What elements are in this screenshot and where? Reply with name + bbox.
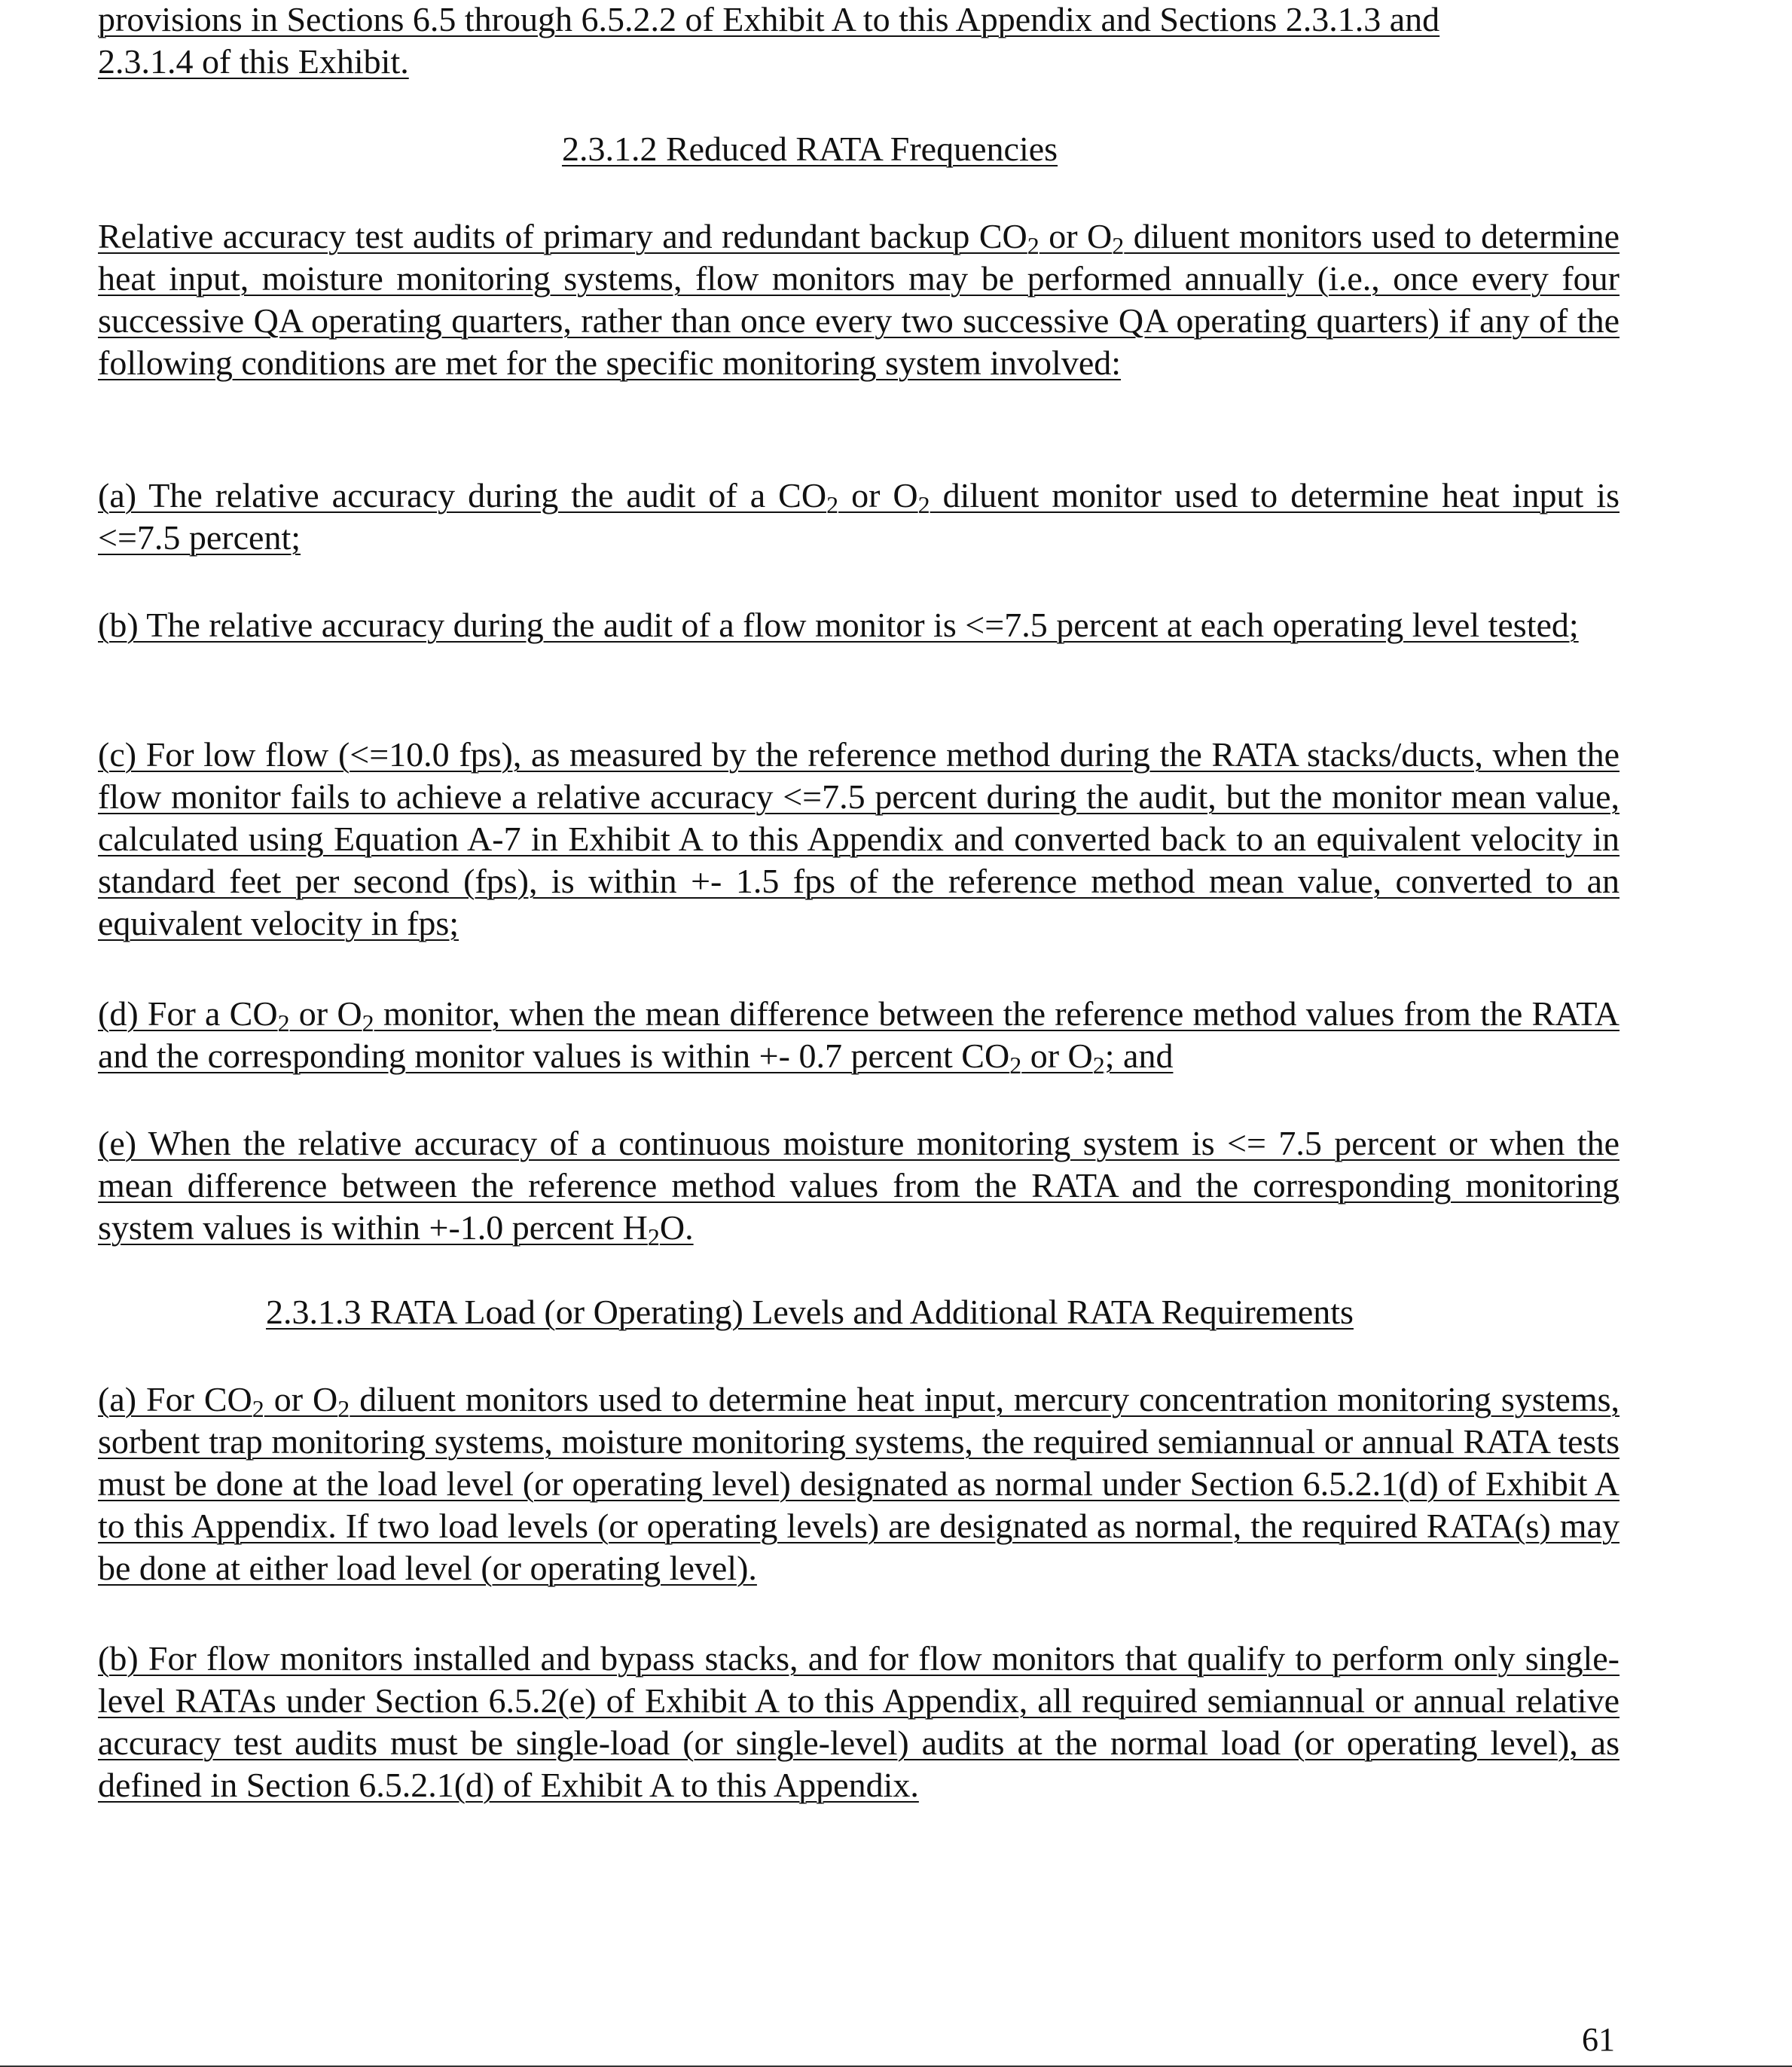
intro-line-1: provisions in Sections 6.5 through 6.5.2.2 of Exhibit A to this Appendix and Sections 2.3.1.3 and (98, 0, 1440, 38)
load-level-a-paragraph: (a) For $CO_2$ or $O_2$ diluent monitors used to determine heat input, mercury concentration monitoring systems, sorbent trap monitoring systems, moisture monitoring systems, the required semiannual or annual RATA tests must be done at the load level (or operating level) designated as normal under Section 6.5.2.1(d) of Exhibit A to this Appendix. If two load levels (or operating levels) are designated as normal, the required RATA(s) may be done at either load level (or operating level). (98, 1380, 1620, 1587)
section-heading-2312: 2.3.1.2 Reduced RATA Frequencies (561, 130, 1058, 168)
condition-c-paragraph: (c) For low flow (<=10.0 fps), as measured by the reference method during the RATA stacks/ducts, when the flow monitor fails to achieve a relative accuracy <=7.5 percent during the audit, but the monitor mean value, calculated using Equation A-7 in Exhibit A to this Appendix and converted back to an equivalent velocity in standard feet per second (fps), is within +- 1.5 fps of the reference method mean value, converted to an equivalent velocity in fps; (98, 735, 1620, 942)
page-number: 61 (1582, 2021, 1615, 2058)
condition-b-paragraph: (b) The relative accuracy during the audit of a flow monitor is <=7.5 percent at each operating level tested; (98, 606, 1579, 644)
load-level-b-paragraph: (b) For flow monitors installed and bypass stacks, and for flow monitors that qualify to perform only single-level RATAs under Section 6.5.2(e) of Exhibit A to this Appendix, all required semiannual or annual relative accuracy test audits must be single-load (or single-level) audits at the normal load (or operating level), as defined in Section 6.5.2.1(d) of Exhibit A to this Appendix. (98, 1639, 1620, 1804)
condition-a-paragraph: (a) The relative accuracy during the audit of a $CO_2$ or $O_2$ diluent monitor used to determine heat input is <=7.5 percent; (98, 476, 1620, 557)
condition-e-paragraph: (e) When the relative accuracy of a continuous moisture monitoring system is <= 7.5 percent or when the mean difference between the reference method values from the RATA and the corresponding monitoring system values is within +-1.0 percent $H_2O$. (98, 1124, 1620, 1250)
reduced-rata-intro-paragraph: Relative accuracy test audits of primary and redundant backup $CO_2$ or $O_2$ diluent monitors used to determine heat input, moisture monitoring systems, flow monitors may be performed annually (i.e., once every four successive QA operating quarters, rather than once every two successive QA operating quarters) if any of the following conditions are met for the specific monitoring system involved: (98, 217, 1620, 382)
intro-paragraph (98, 0, 1620, 83)
intro-line-2: 2.3.1.4 of this Exhibit. (98, 42, 409, 81)
section-heading-2313: 2.3.1.3 RATA Load (or Operating) Levels and Additional RATA Requirements (266, 1293, 1354, 1331)
condition-d-paragraph: (d) For a $CO_2$ or $O_2$ monitor, when the mean difference between the reference method values from the RATA and the corresponding monitor values is within +- 0.7 percent $CO_2$ or $O_2$; and (98, 994, 1620, 1079)
